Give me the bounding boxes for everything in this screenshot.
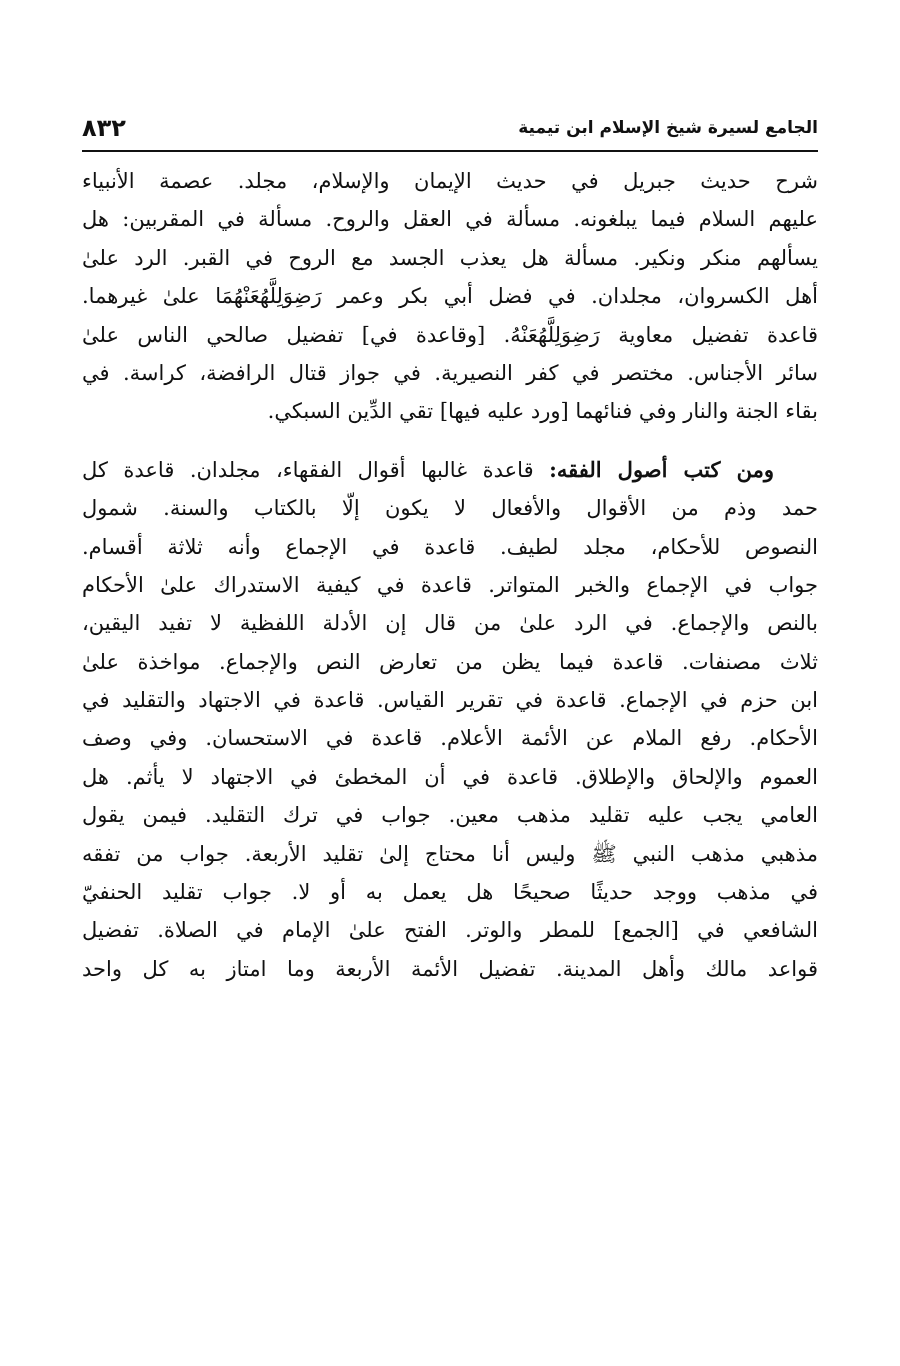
paragraph-usul-al-fiqh bbox=[82, 451, 818, 988]
text-line: قواعد مالك وأهل المدينة. تفضيل الأئمة الأربعة وما امتاز به كل واحد bbox=[82, 956, 818, 981]
text-line: ابن حزم في الإجماع. قاعدة في تقرير القياس. قاعدة في الاجتهاد والتقليد في bbox=[82, 688, 818, 713]
text-run: قاعدة غالبها أقوال الفقهاء، مجلدان. قاعدة كل bbox=[82, 457, 534, 482]
text-line: بقاء الجنة والنار وفي فنائهما [ورد عليه فيها] تقي الدِّين السبكي. bbox=[267, 399, 818, 424]
text-line: يسألهم منكر ونكير. مسألة هل يعذب الجسد مع الروح في القبر. الرد علىٰ bbox=[82, 245, 818, 270]
page-number: ٨٣٢ bbox=[82, 114, 126, 142]
paragraph-treatises bbox=[82, 162, 818, 431]
page-body bbox=[82, 162, 818, 988]
text-line: ثلاث مصنفات. قاعدة فيما يظن من تعارض النص والإجماع. مواخذة علىٰ bbox=[82, 649, 818, 674]
text-line: العامي يجب عليه تقليد مذهب معين. جواب في ترك التقليد. فيمن يقول bbox=[82, 803, 818, 828]
text-line-first bbox=[82, 451, 818, 489]
text-line: عليهم السلام فيما يبلغونه. مسألة في العقل والروح. مسألة في المقربين: هل bbox=[82, 207, 818, 232]
text-line: العموم والإلحاق والإطلاق. قاعدة في أن المخطئ في الاجتهاد لا يأثم. هل bbox=[82, 764, 818, 789]
text-line: النصوص للأحكام، مجلد لطيف. قاعدة في الإجماع وأنه ثلاثة أقسام. bbox=[82, 534, 818, 559]
text-line: سائر الأجناس. مختصر في كفر النصيرية. في جواز قتال الرافضة، كراسة. في bbox=[82, 360, 818, 385]
text-line: قاعدة تفضيل معاوية رَضِوَلِلَّهُعَنْهُ. [وقاعدة في] تفضيل صالحي الناس علىٰ bbox=[82, 322, 818, 347]
text-line: الأحكام. رفع الملام عن الأئمة الأعلام. قاعدة في الاستحسان. وفي وصف bbox=[82, 726, 818, 751]
text-line: أهل الكسروان، مجلدان. في فضل أبي بكر وعمر رَضِوَلِلَّهُعَنْهُمَا علىٰ غيرهما. bbox=[82, 284, 818, 309]
text-line: الشافعي في [الجمع] للمطر والوتر. الفتح علىٰ الإمام في الصلاة. تفضيل bbox=[82, 918, 818, 943]
text-line: بالنص والإجماع. في الرد علىٰ من قال إن الأدلة اللفظية لا تفيد اليقين، bbox=[82, 611, 818, 636]
text-line: شرح حديث جبريل في حديث الإيمان والإسلام، مجلد. عصمة الأنبياء bbox=[82, 169, 818, 193]
text-line: جواب في الإجماع والخبر المتواتر. قاعدة في كيفية الاستدراك علىٰ الأحكام bbox=[82, 572, 818, 597]
text-line: مذهبي مذهب النبي ﷺ وليس أنا محتاج إلىٰ تقليد الأربعة. جواب من تفقه bbox=[82, 841, 818, 866]
page-header bbox=[82, 112, 818, 148]
section-lead: ومن كتب أصول الفقه: bbox=[549, 456, 774, 482]
header-divider bbox=[82, 150, 818, 152]
paragraph-gap bbox=[82, 431, 818, 451]
text-line: حمد وذم من الأقوال والأفعال لا يكون إلّا بالكتاب والسنة. شمول bbox=[82, 496, 818, 521]
text-line: في مذهب ووجد حديثًا صحيحًا هل يعمل به أو لا. جواب تقليد الحنفيّ bbox=[82, 880, 818, 905]
running-title: الجامع لسيرة شيخ الإسلام ابن تيمية bbox=[518, 118, 818, 138]
